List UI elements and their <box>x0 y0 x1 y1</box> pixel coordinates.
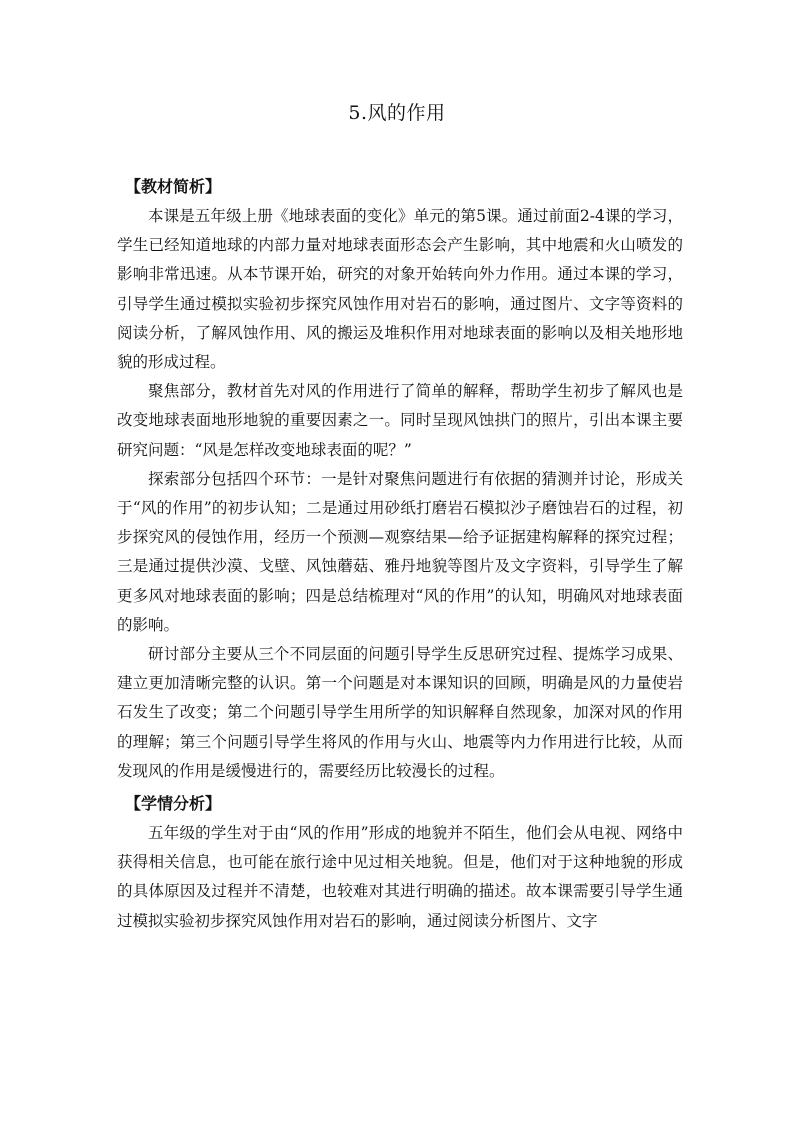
section-student-analysis <box>117 789 683 936</box>
section-textbook-analysis <box>117 172 683 786</box>
section-heading-textbook: 【教材简析】 <box>125 177 222 196</box>
paragraph: 本课是五年级上册《地球表面的变化》单元的第5课。通过前面2-4课的学习，学生已经知道地球的内部力量对地球表面形态会产生影响，其中地震和火山喷发的影响非常迅速。从本节课开始，研究的对象开始转向外力作用。通过本课的学习，引导学生通过模拟实验初步探究风蚀作用对岩石的影响，通过图片、文字等资料的阅读分析，了解风蚀作用、风的搬运及堆积作用对地球表面的影响以及相关地形地貌的形成过程。 <box>117 207 683 372</box>
paragraph: 探索部分包括四个环节：一是针对聚焦问题进行有依据的猜测并讨论，形成关于“风的作用”的初步认知；二是通过用砂纸打磨岩石模拟沙子磨蚀岩石的过程，初步探究风的侵蚀作用，经历一个预测—观察结果—给予证据建构解释的探究过程；三是通过提供沙漠、戈壁、风蚀蘑菇、雅丹地貌等图片及文字资料，引导学生了解更多风对地球表面的影响；四是总结梳理对“风的作用”的认知，明确风对地球表面的影响。 <box>117 469 683 634</box>
document-body <box>117 172 683 936</box>
paragraph: 聚焦部分，教材首先对风的作用进行了简单的解释，帮助学生初步了解风也是改变地球表面地形地貌的重要因素之一。同时呈现风蚀拱门的照片，引出本课主要研究问题：“风是怎样改变地球表面的呢？” <box>117 382 683 459</box>
section-heading-students: 【学情分析】 <box>125 794 222 814</box>
paragraph: 研讨部分主要从三个不同层面的问题引导学生反思研究过程、提炼学习成果、建立更加清晰完整的认识。第一个问题是对本课知识的回顾，明确是风的力量使岩石发生了改变；第二个问题引导学生用所学的知识解释自然现象，加深对风的作用的理解；第三个问题引导学生将风的作用与火山、地震等内力作用进行比较，从而发现风的作用是缓慢进行的，需要经历比较漫长的过程。 <box>117 645 683 780</box>
paragraph: 五年级的学生对于由“风的作用”形成的地貌并不陌生，他们会从电视、网络中获得相关信息，也可能在旅行途中见过相关地貌。但是，他们对于这种地貌的形成的具体原因及过程并不清楚，也较难对其进行明确的描述。故本课需要引导学生通过模拟实验初步探究风蚀作用对岩石的影响，通过阅读分析图片、文字 <box>117 824 683 930</box>
document-title: 5.风的作用 <box>348 102 446 124</box>
